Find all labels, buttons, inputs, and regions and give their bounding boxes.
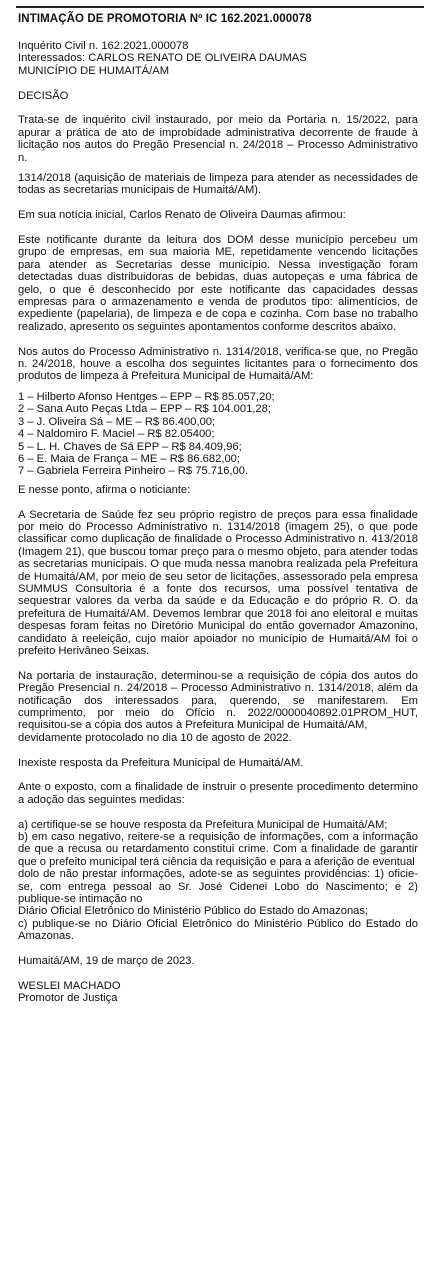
list-item: 4 – Naldomiro F. Maciel – R$ 82.05400; [18, 428, 215, 441]
list-item: 1 – Hilberto Afonso Hentges – EPP – R$ 85.057,20; [18, 390, 275, 403]
interessados-municipio: MUNICÍPIO DE HUMAITÁ/AM [18, 64, 170, 77]
paragraph-inexiste: Inexiste resposta da Prefeitura Municipal de Humaitá/AM. [18, 756, 304, 769]
list-item: 3 – J. Oliveira Sá – ME – R$ 86.400,00; [18, 415, 216, 428]
paragraph-notificante: Este notificante durante da leitura dos DOM desse município percebeu um grupo de empresas, em sua maioria ME, repetidamente vencendo licitações para atender as Secretarias desse município. Nessa investigação foram detectadas duas distribuidoras de bebidas, duas autopeças e uma fábrica de gelo, o que é desconhecido por este notificante das capacidades dessas empresas para o armazenamento e venda de produtos tipo: alimentícios, de expediente (papelaria), de limpeza e de copa e cozinha. Com base no trabalho realizado, apresento os seguintes apontamentos conforme descritos abaixo. [18, 234, 418, 333]
protocolo-text: devidamente protocolado no dia 10 de agosto de 2022. [18, 731, 292, 744]
top-rule [16, 6, 424, 8]
inquerito-number: Inquérito Civil n. 162.2021.000078 [18, 40, 189, 52]
measure-c: c) publique-se no Diário Oficial Eletrônico do Ministério Público do Estado do Amazonas. [18, 917, 418, 943]
paragraph-noticia: Em sua notícia inicial, Carlos Renato de Oliveira Daumas afirmou: [18, 209, 346, 222]
list-item: 7 – Gabriela Ferreira Pinheiro – R$ 75.716,00. [18, 465, 249, 478]
portaria-text: Na portaria de instauração, determinou-se a requisição de cópia dos autos do Pregão Presencial n. 24/2018 – Processo Administrativo n. 1314/2018, além da notificação dos interessados para, querendo, se manifestarem. Em cumprimento, por meio do Ofício n. 2022/0000040892.01PROM_HUT, requisitou-se a cópia dos autos à Prefeitura Municipal de Humaitá/AM, [18, 669, 418, 732]
measure-a: a) certifique-se se houve resposta da Prefeitura Municipal de Humaitá/AM; [18, 818, 388, 831]
paragraph-intro: Trata-se de inquérito civil instaurado, por meio da Portaria n. 15/2022, para apurar a prática de ato de improbidade administrativa decorrente de fraude à licitação nos autos do Pregão Presencial n. 24/2018 – Processo Administrativo n. [18, 114, 418, 164]
signer-role: Promotor de Justiça [18, 992, 118, 1005]
interessados-line: Interessados: CARLOS RENATO DE OLIVEIRA DAUMAS [18, 52, 307, 65]
paragraph-ante: Ante o exposto, com a finalidade de instruir o presente procedimento determino a adoção das seguintes medidas: [18, 781, 418, 806]
measure-b-1: b) em caso negativo, reitere-se a requisição de informações, com a informação de que a recusa ou retardamento constitui crime. Com a finalidade de garantir que o prefeito municipal terá ciência da requisição e para a aferição de eventual [18, 831, 418, 868]
measure-b-2: dolo de não prestar informações, adote-se as seguintes providências: 1) oficie-se, com entrega pessoal ao Sr. José Cidenei Lobo do Nascimento; e 2) publique-se intimação no [18, 868, 418, 906]
paragraph-processo: 1314/2018 (aquisição de materiais de limpeza para atender as necessidades de todas as secretarias municipais de Humaitá/AM). [18, 172, 418, 197]
measure-b-3: Diário Oficial Eletrônico do Ministério Público do Estado do Amazonas; [18, 905, 369, 918]
measures [18, 819, 418, 943]
paragraph-autos: Nos autos do Processo Administrativo n. 1314/2018, verifica-se que, no Pregão n. 24/2018, houve a escolha dos seguintes licitantes para o fornecimento dos produtos de limpeza à Prefeitura Municipal de Humaitá/AM: [18, 345, 418, 383]
licitantes-list [18, 391, 418, 478]
page-title: INTIMAÇÃO DE PROMOTORIA Nº IC 162.2021.000078 [18, 13, 312, 25]
list-item: 6 – E. Maia de França – ME – R$ 86.682,00; [18, 452, 241, 465]
list-item: 2 – Sana Auto Peças Ltda – EPP – R$ 104.001,28; [18, 403, 271, 416]
signer-name: WESLEI MACHADO [18, 979, 121, 992]
paragraph-secretaria: A Secretaria de Saúde fez seu próprio registro de preços para essa finalidade por meio do Processo Administrativo n. 1314/2018 (imagem 25), o que pode classificar como duplicação de finalidade o Processo Administrativo n. 413/2018 (Imagem 21), que buscou tomar preço para o mesmo objeto, para atender todas as secretarias municipais. O que muda nessa manobra realizada pela Prefeitura de Humaitá/AM, por meio de seu setor de licitações, assessorado pela empresa SUMMUS Consultoria é a fonte dos recursos, uma possível tentativa de sequestrar valores da verba da saúde e da Educação e do próprio R. O. da prefeitura de Humaitá/AM. Devemos lembrar que 2018 foi ano eleitoral e muitas despesas foram feitas no Diretório Municipal do então governador Amazonino, candidato à reeleição, cujo maior apoiador no município de Humaitá/AM foi o prefeito Herivâneo Seixas. [18, 508, 418, 657]
signature-block [18, 980, 418, 1005]
local-date: Humaitá/AM, 19 de março de 2023. [18, 955, 195, 968]
list-item: 5 – L. H. Chaves de Sá EPP – R$ 84.409,96; [18, 440, 242, 453]
case-meta [18, 40, 418, 77]
document-body [18, 40, 418, 1017]
paragraph-portaria [18, 670, 418, 744]
decisao-heading: DECISÃO [18, 89, 69, 102]
paragraph-noticiante: E nesse ponto, afirma o noticiante: [18, 483, 191, 496]
